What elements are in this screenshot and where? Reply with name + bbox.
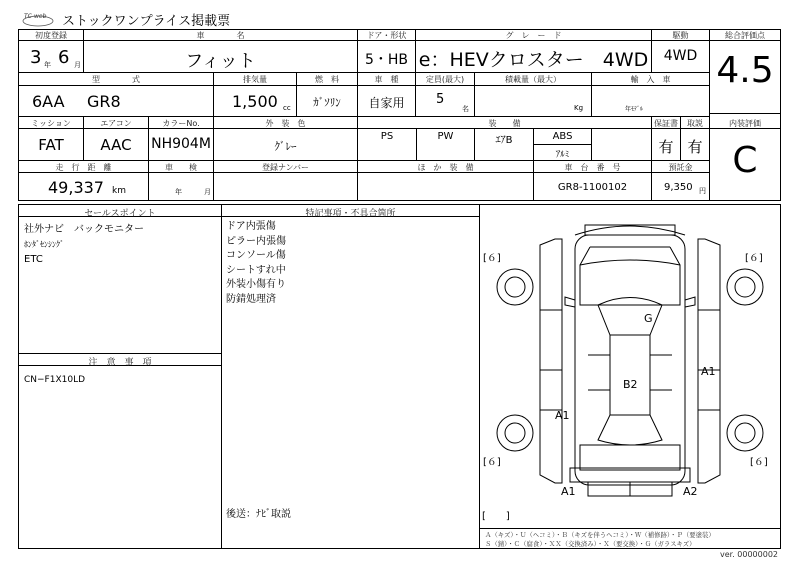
sales-point-line: ﾎﾝﾀﾞｾﾝｼﾝｸﾞ (24, 240, 64, 249)
import-note: 年ﾓﾃﾞﾙ (625, 106, 644, 113)
tyre-label-front-left: [６] (483, 253, 501, 264)
car-name: フィット (185, 51, 256, 72)
capacity-unit: 名 (462, 105, 469, 113)
remark-line: コンソール傷 (226, 250, 286, 261)
tyre-label-front-right: [６] (745, 253, 763, 264)
door-shape-label: ドア・形状 (366, 31, 407, 40)
displacement-unit: cc (283, 104, 291, 112)
interior-score-label: 内装評価 (729, 119, 761, 128)
equip-pw: PW (437, 131, 454, 142)
insp-month-unit: 月 (204, 188, 211, 196)
door-shape: 5・HB (364, 52, 409, 68)
chassis-number: GR8-1100102 (557, 182, 628, 193)
color-no-label: カラーNo. (162, 119, 200, 128)
color-no: NH904M (151, 136, 211, 152)
ext-color: ｸﾞﾚｰ (274, 140, 297, 153)
equipment-label: 装 備 (488, 119, 521, 128)
mileage: 49,337 (48, 178, 104, 197)
vehicle-type-label: 車 種 (374, 75, 399, 84)
mission: FAT (38, 136, 64, 154)
plate-label: 登録ナンバー (261, 163, 310, 172)
warranty-label: 保証書 (654, 119, 678, 128)
car-name-label: 車 名 (196, 31, 245, 40)
car-condition-diagram (480, 205, 780, 528)
month-unit: 月 (74, 61, 81, 69)
fuel: ｶﾞｿﾘﾝ (313, 96, 341, 109)
note-line: CN−F1X10LD (24, 375, 86, 385)
capacity-label: 定員(最大) (425, 75, 465, 84)
model-label: 型 式 (92, 75, 140, 84)
drive: 4WD (663, 48, 698, 64)
year-unit: 年 (44, 61, 51, 69)
sales-point-line: ETC (24, 254, 43, 265)
sales-points-heading: セールスポイント (84, 209, 156, 219)
first-reg-year: 3 (30, 47, 42, 68)
page-title: ストックワンプライス掲載票 (62, 14, 231, 29)
aircon-label: エアコン (100, 119, 132, 128)
equip-ps: PS (380, 131, 394, 142)
model: GR8 (87, 92, 121, 111)
notes-list (24, 373, 85, 387)
fuel-label: 燃 料 (315, 75, 339, 84)
aircon: AAC (100, 136, 132, 154)
version-label: ver. 00000002 (719, 550, 778, 559)
tyre-label-rear-right: [６] (750, 457, 768, 468)
price: 9,350 (664, 182, 693, 193)
displacement-label: 排気量 (243, 75, 267, 84)
remarks-footer: 後送：ﾅﾋﾞ取説 (226, 509, 291, 520)
remark-line: ピラー内張傷 (226, 235, 286, 247)
load-label: 積載量（最大） (505, 75, 561, 84)
ext-color-label: 外 装 色 (265, 119, 306, 128)
price-label: 預託金 (668, 163, 693, 172)
other-equip-label: ほ か 装 備 (417, 163, 474, 172)
capacity: 5 (436, 92, 445, 107)
price-unit: 円 (699, 187, 706, 195)
remarks-list (226, 220, 286, 307)
first-reg-label: 初度登録 (35, 31, 67, 40)
logo-text: TC-web (24, 13, 47, 20)
repair-bracket: [ ] (482, 511, 510, 522)
overall-score-label: 総合評価点 (725, 31, 765, 40)
import-label: 輸 入 車 (630, 75, 671, 84)
damage-mark-roof: B2 (623, 378, 638, 391)
remark-line: ドア内張傷 (226, 221, 276, 232)
chassis-label: 車 台 番 号 (564, 163, 621, 172)
model-prefix: 6AA (32, 92, 65, 111)
interior-score: C (732, 140, 758, 181)
notes-heading: 注 意 事 項 (88, 358, 152, 368)
equip-airbag: ｴｱB (495, 135, 513, 146)
drive-label: 駆動 (672, 31, 689, 40)
sales-point-line: 社外ナビ バックモニター (24, 224, 144, 235)
damage-mark-glass: G (644, 312, 653, 325)
inspection-label: 車 検 (165, 163, 197, 172)
equip-abs: ABS (552, 131, 573, 142)
grade: e：HEVクロスター 4WD (418, 49, 649, 71)
remark-line: 防錆処理済 (226, 293, 276, 305)
equip-alumi: ｱﾙﾐ (555, 150, 570, 160)
sales-points-list (24, 222, 144, 267)
overall-score: 4.5 (716, 50, 774, 91)
legend-line-1: Ａ（キズ）・Ｕ（ヘコミ）・Ｂ（キズを伴うヘコミ）・Ｗ（補修跡）・Ｐ（要塗装） (485, 531, 715, 539)
warranty: 有 (658, 138, 674, 156)
insp-year-unit: 年 (175, 188, 182, 196)
first-reg-month: 6 (58, 47, 70, 68)
remark-line: 外装小傷有り (226, 279, 286, 290)
remarks-heading: 特記事項・不具合箇所 (305, 209, 396, 219)
load-unit: Kg (574, 104, 584, 112)
mission-label: ミッション (31, 119, 71, 128)
damage-mark-rear-bumper-right: A2 (683, 485, 698, 498)
manual-label: 取説 (687, 119, 703, 128)
damage-mark-rear-bumper-left: A1 (561, 485, 576, 498)
damage-mark-left-rear: A1 (555, 409, 570, 422)
mileage-unit: km (112, 186, 126, 196)
grade-label: グ レ ー ド (505, 31, 562, 40)
damage-mark-right-side: A1 (701, 365, 716, 378)
vehicle-type: 自家用 (368, 96, 405, 110)
displacement: 1,500 (232, 92, 278, 111)
remark-line: シートすれ中 (226, 264, 286, 276)
mileage-label: 走 行 距 離 (55, 163, 112, 172)
tyre-label-rear-left: [６] (483, 457, 501, 468)
manual: 有 (687, 138, 703, 156)
legend-line-2: Ｓ（錆）・Ｃ（腐食）・ＸＸ（交換済み）・Ｘ（要交換）・Ｇ（ガラスキズ） (485, 540, 696, 548)
